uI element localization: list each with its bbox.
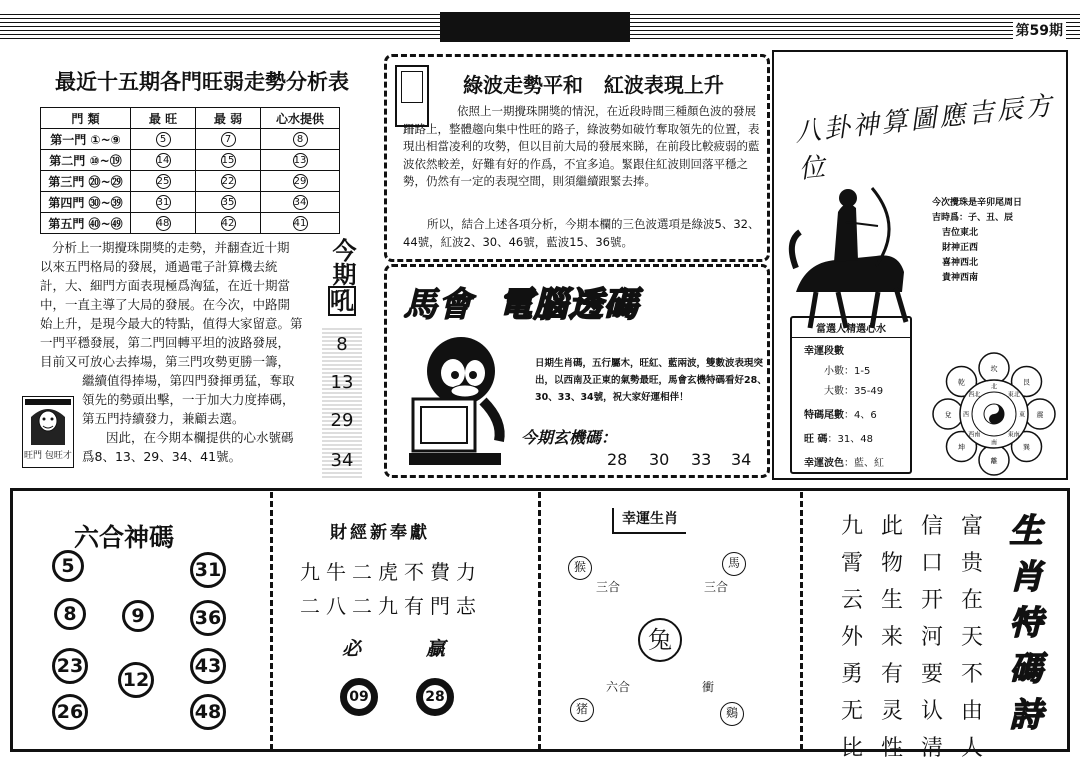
shout-box (320, 238, 362, 478)
liuhe-ball: 5 (52, 550, 84, 582)
bagua-trigram: 坎 (990, 365, 998, 373)
range-end: ⑨ (110, 132, 121, 147)
header-worst: 最 弱 (196, 108, 261, 129)
shout-number: 13 (330, 372, 354, 393)
wave-para1: 依照上一期攪珠開獎的情況，在近段時間三種顏色波的發展跚路上，整體趨向集中性旺的路子，綠波勢如破竹奪取領先的位置，表現出相當凌利的攻勢，但以目前大局的發展來睇，在前段比較疲弱的藍波依然較差，好難有好的作爲，不宜多追。緊跟住紅波則回落平穩之勢，仍然有一定的表現空間，則須繼續跟緊去捧。 (403, 104, 760, 188)
best-number: 25 (156, 176, 170, 187)
bagua-direction: 西北 (968, 391, 981, 399)
range-start: ① (90, 132, 101, 147)
analysis-line: 以來五門格局的發展，通過電子計算機去統 (40, 259, 278, 274)
liuhe-title: 六合神碼 (74, 523, 175, 552)
bagua-direction: 東 (1018, 411, 1026, 419)
analysis-line: 繼續值得捧場，第四門發揮勇猛，奪取 (82, 373, 295, 388)
liuhe-ball: 36 (190, 600, 226, 636)
tip-number: 29 (293, 176, 307, 187)
zodiac-chong: 衝 (702, 680, 715, 694)
poem-column: 九 霄 云 外 勇 无 比 (840, 514, 863, 757)
computer-desc: 日期生肖碼，五行屬木，旺紅、藍兩波，雙數波表現突出，以西南及正東的氣勢最旺，馬會玄機特碼看好28、30、33、34號，祝大家好運相伴！ (535, 358, 767, 403)
divider (538, 492, 541, 750)
table-row: 第五門 ㊵~㊾ 48 42 41 (41, 213, 340, 234)
info-line: 吉時爲：子、丑、辰 (932, 213, 1014, 223)
lucky-value: ：31、48 (827, 434, 873, 445)
shout-number: 8 (336, 334, 348, 355)
row-label: 第四門 (48, 195, 85, 210)
bagua-trigram: 乾 (957, 378, 965, 387)
info-line: 吉位東北 (942, 228, 979, 238)
issue-number: 第59期 (1013, 20, 1066, 40)
computer-title-b: 電腦透碼 (498, 285, 639, 325)
bagua-trigram: 艮 (1023, 378, 1031, 387)
trend-table-title: 最近十五期各門旺弱走勢分析表 (55, 69, 349, 94)
bagua-trigram: 離 (990, 457, 998, 465)
shout-title-main: 今期 (328, 238, 357, 286)
bagua-direction: 東南 (1007, 431, 1020, 439)
header-banner (440, 12, 630, 42)
zodiac-sanhe-left: 三合 (596, 580, 621, 594)
bagua-trigram: 兌 (944, 411, 952, 419)
table-row: 第一門 ①~⑨ 5 7 8 (41, 129, 340, 150)
zodiac-liuhe: 六合 (606, 680, 631, 694)
bagua-diagram (932, 352, 1056, 476)
best-number: 31 (156, 197, 170, 208)
computer-title (403, 277, 639, 326)
lucky-label: 特碼尾數 (804, 410, 844, 421)
best-number: 14 (156, 155, 170, 166)
divine-box (772, 50, 1068, 480)
zodiac-pig: 猪 (570, 698, 594, 722)
lucky-value: 1-5 (854, 366, 871, 377)
range-start: ㉚ (88, 195, 101, 210)
worst-number: 15 (221, 155, 235, 166)
caption-label: 旺門 (24, 451, 45, 461)
finance-win: 贏 (426, 638, 446, 660)
finance-line1: 九牛二虎不費力 (300, 560, 482, 584)
author-portrait (22, 396, 74, 468)
bagua-direction: 北 (990, 383, 998, 391)
zodiac-panel (546, 496, 796, 746)
best-number: 5 (156, 132, 171, 147)
zodiac-center: 兔 (638, 618, 682, 662)
shout-title-sub: 吼 (330, 286, 354, 315)
liuhe-ball: 31 (190, 552, 226, 588)
divine-info (932, 196, 1022, 286)
row-label: 第一門 (50, 132, 87, 147)
lucky-label: 大數： (824, 386, 854, 397)
poem-column: 信 口 开 河 要 认 清 (920, 514, 943, 757)
worst-number: 42 (221, 218, 235, 229)
computer-number: 30 (649, 450, 670, 469)
analysis-line: 因此，在今期本欄提供的心水號碼 (106, 430, 294, 445)
finance-panel (278, 496, 536, 746)
lucky-row (804, 406, 877, 421)
analysis-line: 計，大、細門方面表現極爲洶猛，在近十期當 (40, 278, 291, 293)
header-best: 最 旺 (131, 108, 196, 129)
finance-ball (340, 678, 378, 716)
finance-line2: 二八二九有門志 (300, 594, 482, 618)
computer-label: 今期玄機碼： (521, 428, 618, 447)
wave-para2: 所以，結合上述各項分析，今期本欄的三色波選項是綠波5、32、44號，紅波2、30、46號，藍波15、36號。 (403, 217, 760, 249)
lucky-value: ：藍、紅 (844, 458, 884, 469)
poem-title: 生 肖 特 碼 詩 (1009, 511, 1043, 734)
finance-sure: 必 (342, 638, 362, 660)
range-end: ⑲ (109, 153, 122, 168)
liuhe-ball: 48 (190, 694, 226, 730)
row-label: 第五門 (48, 216, 85, 231)
worst-number: 7 (221, 132, 236, 147)
lucky-value: 35-49 (854, 386, 884, 397)
zodiac-sanhe-right: 三合 (704, 580, 729, 594)
liuhe-ball: 26 (52, 694, 88, 730)
table-header-row (41, 108, 340, 129)
divider (800, 492, 803, 750)
analysis-line: 一門平穩發展，第二門回轉平坦的波路發展， (40, 335, 291, 350)
worst-number: 22 (221, 176, 235, 187)
penguin-computer-icon (403, 331, 523, 471)
archer-horse-icon (786, 182, 916, 332)
liuhe-ball: 12 (118, 662, 154, 698)
finance-number: 28 (425, 689, 445, 705)
wave-title-b: 紅波表現上升 (603, 73, 724, 97)
table-row: 第二門 ⑩~⑲ 14 15 13 (41, 150, 340, 171)
liuhe-ball: 9 (122, 600, 154, 632)
analysis-line: 中，一直主導了大局的發展。在今次，中路開 (40, 297, 291, 312)
info-line: 財神正西 (942, 243, 979, 253)
bagua-direction: 南 (990, 439, 998, 447)
table-row: 第三門 ⑳~㉙ 25 22 29 (41, 171, 340, 192)
bagua-direction: 西 (962, 411, 970, 419)
row-label: 第三門 (48, 174, 85, 189)
row-label: 第二門 (49, 153, 86, 168)
bagua-trigram: 巽 (1023, 443, 1031, 452)
wave-box (384, 54, 770, 262)
shout-title (326, 238, 358, 316)
analysis-line: 爲8、13、29、34、41號。 (82, 449, 242, 464)
finance-ball (416, 678, 454, 716)
lucky-row (804, 430, 873, 445)
computer-title-a: 馬會 (403, 285, 473, 325)
trend-table (40, 107, 340, 234)
poem-column: 富 贵 在 天 不 由 人 (960, 514, 983, 757)
header-tip: 心水提供 (261, 108, 340, 129)
lucky-row (804, 342, 844, 357)
range-start: ⑩ (89, 153, 100, 168)
bagua-direction: 東北 (1007, 391, 1020, 399)
author-name: 包旺才 (44, 451, 72, 461)
worst-number: 35 (221, 197, 235, 208)
info-line: 今次攪珠是辛卯尾周日 (932, 198, 1023, 208)
lucky-title: 當選人精選心水 (792, 320, 910, 338)
computer-number: 34 (731, 450, 752, 469)
zodiac-horse: 馬 (722, 552, 746, 576)
analysis-line: 第五門持續發力，兼顧去選。 (82, 411, 245, 426)
lucky-value: ：4、6 (844, 410, 877, 421)
liuhe-ball: 8 (54, 598, 86, 630)
zodiac-title: 幸運生肖 (612, 508, 686, 534)
analysis-line: 領先的勢頭出擊，一于加大力度捧碼， (82, 392, 295, 407)
lucky-label: 幸運波色 (804, 458, 844, 469)
shout-number: 29 (330, 410, 354, 431)
portrait-figure-icon (23, 397, 73, 447)
bagua-trigram: 坤 (957, 443, 965, 452)
best-number: 48 (156, 218, 170, 229)
wave-title-a: 綠波走勢平和 (463, 73, 583, 97)
range-end: ㉙ (110, 174, 123, 189)
info-line: 喜神西北 (942, 258, 979, 268)
lucky-label: 旺 碼 (804, 434, 828, 445)
lucky-row (824, 382, 883, 397)
tip-number: 13 (293, 155, 307, 166)
analysis-line: 分析上一期攪珠開獎的走勢，并翻查近十期 (52, 240, 290, 255)
divider (270, 492, 273, 750)
range-start: ㊵ (88, 216, 101, 231)
lucky-box (790, 316, 912, 474)
bagua-trigram: 震 (1036, 411, 1044, 419)
lucky-label: 幸運段數 (804, 346, 844, 357)
computer-number: 33 (691, 450, 712, 469)
liuhe-panel (18, 496, 268, 746)
liuhe-ball: 23 (52, 648, 88, 684)
author-caption (23, 451, 73, 461)
computer-box (384, 264, 770, 478)
divine-title: 八卦神算圖應吉辰方位 (793, 90, 1057, 185)
finance-title: 財經新奉獻 (330, 523, 430, 543)
poem-panel (808, 496, 1066, 757)
table-row: 第四門 ㉚~㊴ 31 35 34 (41, 192, 340, 213)
zodiac-monkey: 猴 (568, 556, 592, 580)
analysis-text (40, 238, 318, 371)
tip-number: 34 (293, 197, 307, 208)
bagua-direction: 西南 (968, 431, 981, 439)
analysis-line: 目前又可放心去捧場，第三門攻勢更勝一籌， (40, 354, 291, 369)
analysis-line: 始上升，是現今最大的特點，值得大家留意。第 (40, 316, 303, 331)
lucky-label: 小數： (824, 366, 854, 377)
lucky-row (804, 454, 884, 469)
lucky-row (824, 362, 870, 377)
computer-number: 28 (607, 450, 628, 469)
zodiac-rooster: 鷄 (720, 702, 744, 726)
liuhe-ball: 43 (190, 648, 226, 684)
analysis-text-indented (82, 371, 322, 466)
info-line: 貴神西南 (942, 273, 979, 283)
tip-number: 8 (293, 132, 308, 147)
range-end: ㊴ (110, 195, 123, 210)
shout-number: 34 (330, 450, 354, 471)
range-start: ⑳ (88, 174, 101, 189)
header-category: 門 類 (41, 108, 131, 129)
wave-title (463, 69, 724, 98)
tip-number: 41 (293, 218, 307, 229)
poem-column: 此 物 生 来 有 灵 性 (880, 514, 903, 757)
finance-number: 09 (349, 689, 369, 705)
range-end: ㊾ (110, 216, 123, 231)
